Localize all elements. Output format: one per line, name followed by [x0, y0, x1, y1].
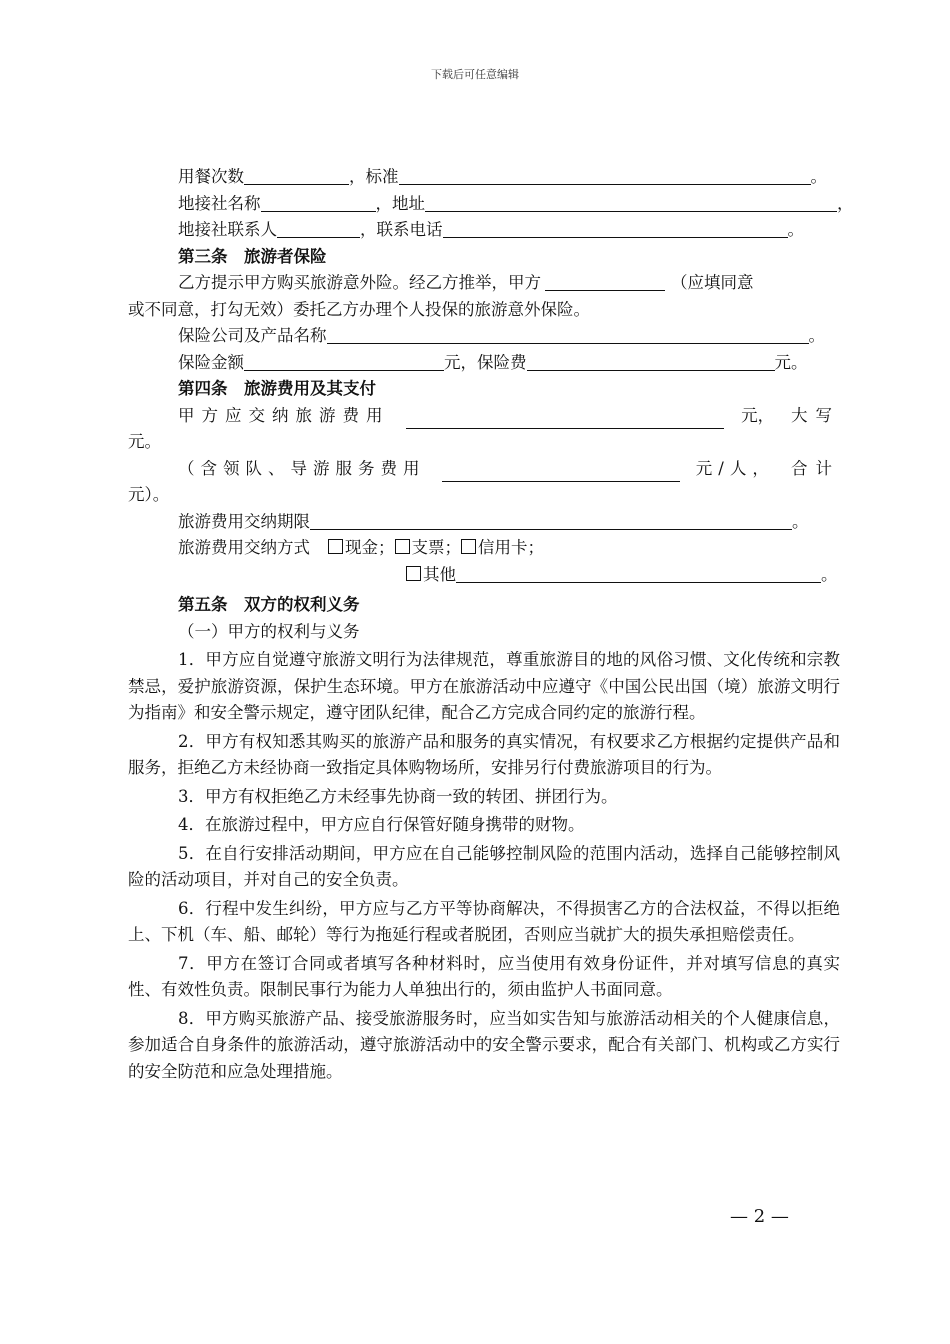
- fee-line: 甲方应交纳旅游费用 元， 大写: [128, 403, 840, 430]
- article5-item-3: 3．甲方有权拒绝乙方未经事先协商一致的转团、拼团行为。: [178, 786, 618, 806]
- article3-p1-line1: 乙方提示甲方购买旅游意外险。经乙方推举，甲方 （应填同意: [178, 273, 754, 292]
- included-fee-line-2: 元）。: [128, 485, 170, 504]
- insurance-consent-field[interactable]: [545, 272, 665, 291]
- insurer-field[interactable]: [327, 325, 809, 344]
- local-phone-field[interactable]: [443, 219, 788, 238]
- local-agency-name-field[interactable]: [261, 193, 376, 212]
- deadline-line: 旅游费用交纳期限 。: [178, 511, 809, 531]
- credit-card-checkbox[interactable]: [461, 539, 476, 554]
- meal-count-field[interactable]: [244, 166, 349, 185]
- document-body: [128, 164, 854, 1085]
- page-number: — 2 —: [730, 1206, 789, 1227]
- article5-item-6: 6．行程中发生纠纷，甲方应与乙方平等协商解决，不得损害乙方的合法权益，不得以拒绝上、下机（车、船、邮轮）等行为拖延行程或者脱团，否则应当就扩大的损失承担赔偿责任。: [128, 898, 840, 944]
- local-agency-address-field[interactable]: [425, 193, 837, 212]
- article5-item-8: 8．甲方购买旅游产品、接受旅游服务时，应当如实告知与旅游活动相关的个人健康信息，参加适合自身条件的旅游活动，遵守旅游活动中的安全警示要求，配合有关部门、机构或乙方实行的安全防范和应急处理措施。: [128, 1008, 840, 1081]
- local-contact-line: 地接社联系人 ，联系电话 。: [178, 220, 804, 239]
- other-checkbox[interactable]: [406, 566, 421, 581]
- method-line: 旅游费用交纳方式 现金； 支票； 信用卡；: [178, 538, 544, 557]
- insurance-amount-line: 保险金额 元，保险费 元。: [178, 352, 808, 372]
- cash-checkbox[interactable]: [328, 539, 343, 554]
- guide-fee-field[interactable]: [442, 463, 680, 482]
- article5-item-4: 4．在旅游过程中，甲方应自行保管好随身携带的财物。: [178, 815, 585, 834]
- other-method-line: 其他 。: [128, 562, 840, 589]
- article3-p1-line2: 或不同意，打勾无效）委托乙方办理个人投保的旅游意外保险。: [128, 299, 590, 319]
- article5-item-5: 5．在自行安排活动期间，甲方应在自己能够控制风险的范围内活动，选择自己能够控制风险的活动项目，并对自己的安全负责。: [128, 843, 840, 889]
- other-method-field[interactable]: [456, 564, 821, 583]
- article4-title: 第四条 旅游费用及其支付: [178, 379, 376, 398]
- cheque-checkbox[interactable]: [395, 539, 410, 554]
- article5-item-1: 1．甲方应自觉遵守旅游文明行为法律规范，尊重旅游目的地的风俗习惯、文化传统和宗教禁忌，爱护旅游资源，保护生态环境。甲方在旅游活动中应遵守《中国公民出国（境）旅游文明行为指南》和安全警示规定，遵守团队纪律，配合乙方完成合同约定的旅游行程。: [128, 650, 840, 722]
- article5-item-7: 7．甲方在签订合同或者填写各种材料时，应当使用有效身份证件，并对填写信息的真实性、有效性负责。限制民事行为能力人单独出行的，须由监护人书面同意。: [128, 953, 840, 999]
- deadline-field[interactable]: [310, 511, 792, 530]
- meal-line: 用餐次数 ，标准 。: [178, 167, 827, 186]
- page-header: 下载后可任意编辑: [431, 68, 519, 81]
- insurance-amount-field[interactable]: [244, 352, 444, 371]
- included-fee-line: （含领队、导游服务费用 元/人， 合计: [128, 456, 840, 483]
- article5-item-2: 2．甲方有权知悉其购买的旅游产品和服务的真实情况，有权要求乙方根据约定提供产品和服务，拒绝乙方未经协商一致指定具体购物场所，安排另行付费旅游项目的行为。: [128, 731, 840, 777]
- tour-fee-field[interactable]: [406, 410, 724, 429]
- local-agency-line: 地接社名称 ，地址 ，: [178, 193, 854, 213]
- fee-line-2: 元。: [128, 432, 161, 451]
- insurance-fee-field[interactable]: [527, 352, 775, 371]
- insurer-line: 保险公司及产品名称 。: [178, 326, 825, 345]
- article5-sub1: （一）甲方的权利与义务: [178, 621, 360, 641]
- local-contact-field[interactable]: [277, 219, 360, 238]
- meal-standard-field[interactable]: [399, 166, 811, 185]
- article3-title: 第三条 旅游者保险: [178, 246, 327, 266]
- article5-title: 第五条 双方的权利义务: [178, 595, 360, 614]
